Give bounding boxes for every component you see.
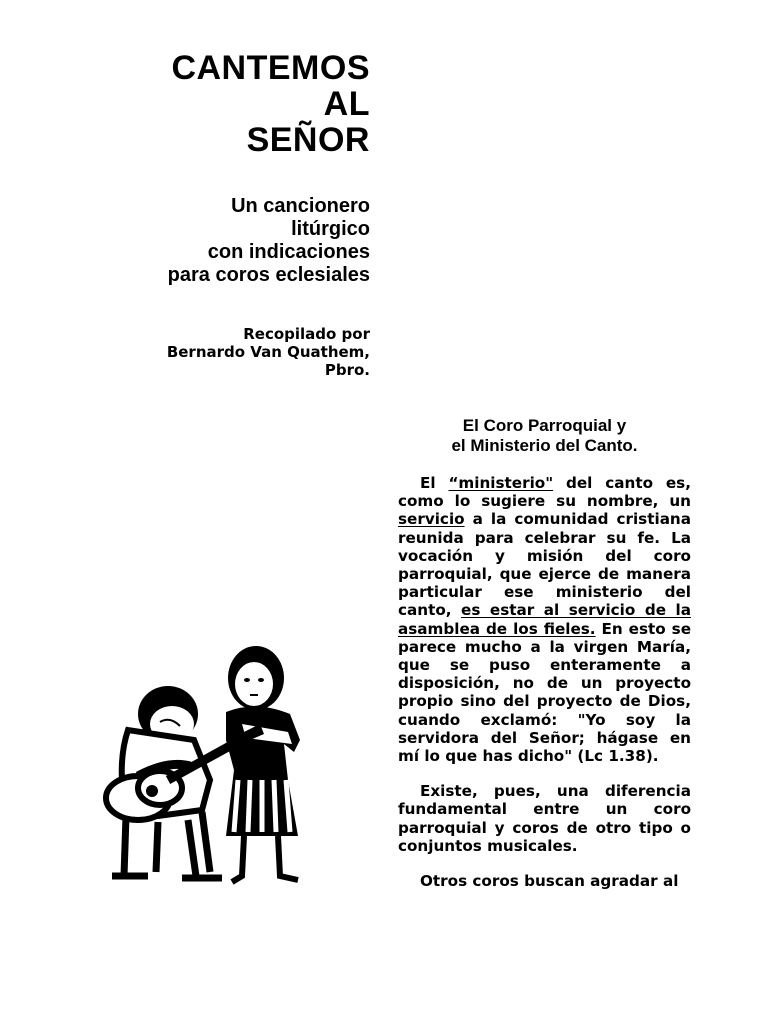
- compiler-line: Recopilado por: [243, 325, 370, 343]
- section-title-line: el Ministerio del Canto.: [451, 436, 638, 455]
- paragraph: Existe, pues, una diferencia fundamental entre un coro parroquial y coros de otro tipo o conjuntos musicales.: [398, 782, 691, 855]
- book-subtitle: [168, 195, 370, 287]
- underlined-phrase: es estar al servicio de la asamblea de los fieles.: [398, 601, 691, 638]
- article-body: [398, 474, 691, 907]
- text-run: En esto se parece mucho a la virgen María, que se puso enteramente a disposición, no de un proyecto propio sino del proyecto de Dios, cuando exclamó: "Yo soy la servidora del Señor; hágase en mí lo que has dicho" (Lc 1.38).: [398, 619, 691, 766]
- choir-guitar-illustration-icon: [98, 640, 328, 890]
- title-line: CANTEMOS: [171, 49, 370, 87]
- text-run: a la comunidad cristiana reunida para celebrar su fe. La vocación y misión del coro parroquial, que ejerce de manera particular ese ministerio del canto,: [398, 510, 691, 620]
- text-run: del canto es, como lo sugiere su nombre, un: [398, 474, 691, 511]
- compiler-line: Bernardo Van Quathem,: [166, 343, 370, 361]
- paragraph: [398, 474, 691, 765]
- subtitle-line: para coros eclesiales: [167, 264, 370, 286]
- subtitle-line: con indicaciones: [207, 241, 370, 263]
- section-title-line: El Coro Parroquial y: [462, 416, 627, 435]
- section-title: [398, 416, 691, 456]
- subtitle-line: litúrgico: [291, 218, 370, 240]
- title-line: SEÑOR: [246, 121, 370, 159]
- text-run: El: [420, 474, 449, 492]
- underlined-term: “ministerio": [448, 474, 554, 492]
- subtitle-line: Un cancionero: [231, 195, 370, 217]
- paragraph: Otros coros buscan agradar al: [420, 872, 679, 891]
- compiler-line: Pbro.: [324, 361, 370, 379]
- book-title: [171, 50, 370, 158]
- title-line: AL: [323, 85, 370, 123]
- compiler-credit: [167, 325, 370, 379]
- underlined-term: servicio: [398, 510, 465, 529]
